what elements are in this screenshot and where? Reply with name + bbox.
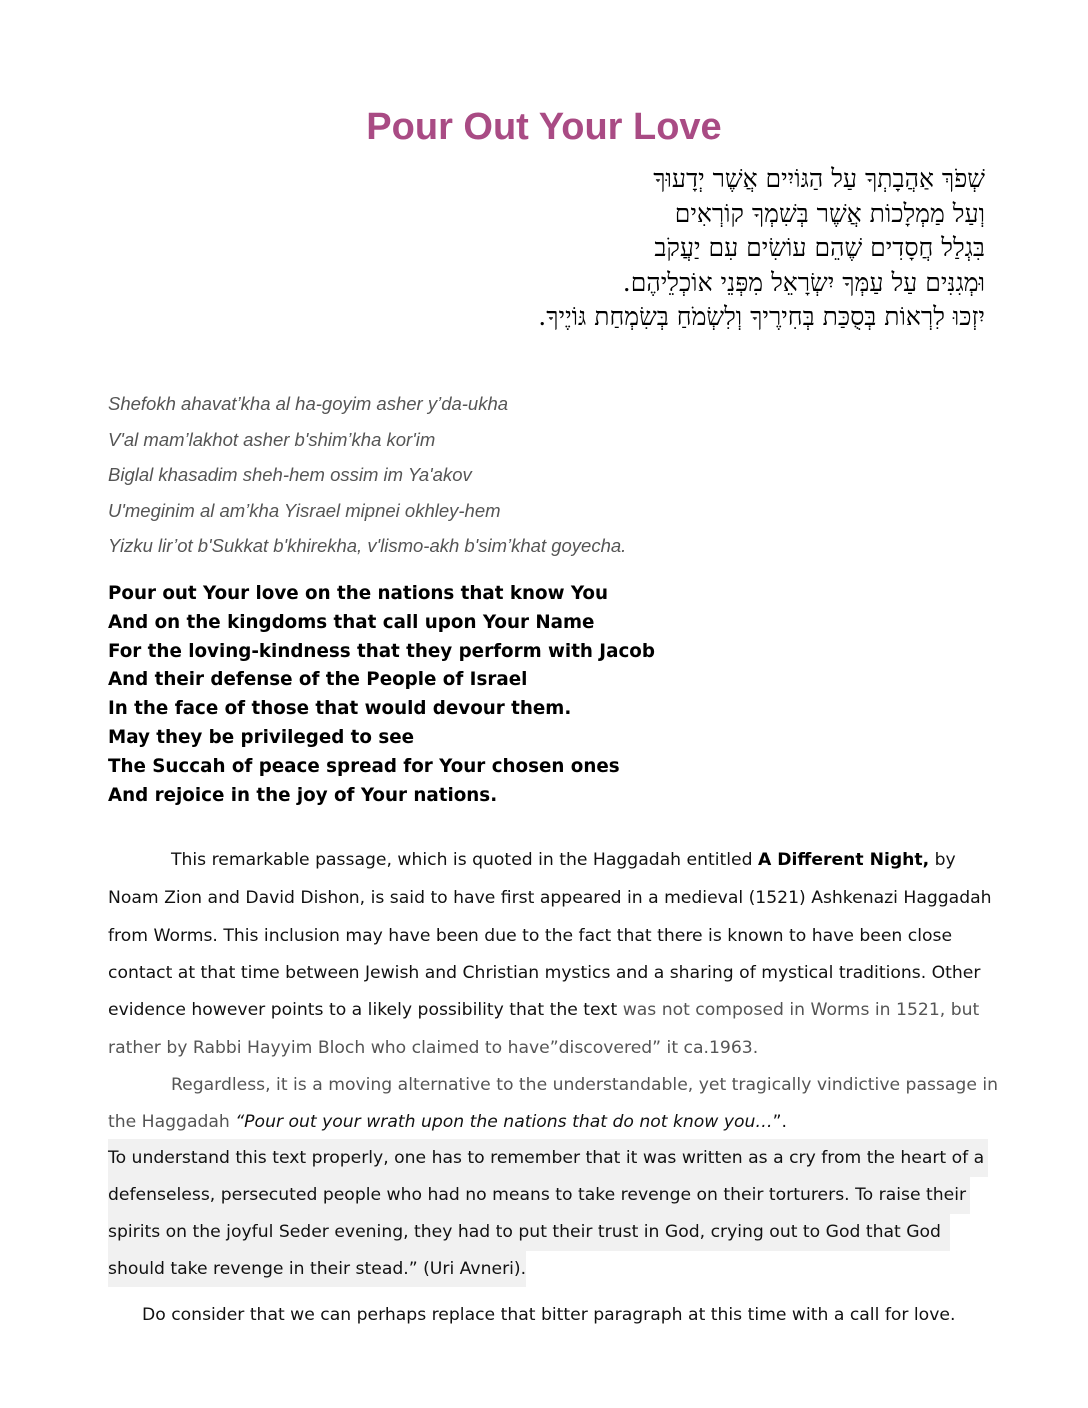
translation-line: And on the kingdoms that call upon Your Name: [108, 611, 595, 633]
translation-line: And rejoice in the joy of Your nations.: [108, 784, 498, 806]
hebrew-line: וְעַל מַמְלָכוֹת אֲשֶׁר בְּשִׁמְךָ קוֹרְאִים: [674, 198, 985, 228]
translation-line: May they be privileged to see: [108, 726, 415, 748]
translation-line: Pour out Your love on the nations that know You: [108, 583, 608, 604]
commentary-line: rather by Rabbi Hayyim Bloch who claimed to have”discovered” it ca.1963.: [108, 1038, 759, 1058]
commentary-line: Regardless, it is a moving alternative to the understandable, yet tragically vindictive passage in: [171, 1075, 999, 1095]
transliteration-block: [108, 386, 908, 564]
commentary-text: by: [929, 850, 956, 870]
book-title: A Different Night,: [757, 850, 930, 870]
commentary-text: This remarkable passage, which is quoted in the Haggadah entitled: [171, 850, 758, 870]
transliteration-line: U'meginim al am’kha Yisrael mipnei okhley-hem: [108, 499, 501, 521]
commentary-line: To understand this text properly, one has to remember that it was written as a cry from the heart of a: [108, 1139, 988, 1177]
translation-line: For the loving-kindness that they perform with Jacob: [108, 640, 655, 662]
commentary-line: defenseless, persecuted people who had no means to take revenge on their torturers. To raise their: [108, 1177, 970, 1214]
transliteration-line: V'al mam’lakhot asher b'shim’kha kor'im: [108, 428, 436, 450]
translation-line: And their defense of the People of Israel: [108, 669, 528, 691]
commentary-text: ”.: [772, 1112, 787, 1132]
commentary-text: was not composed in Worms in 1521, but: [622, 1000, 980, 1020]
hebrew-line: וּמְגִנִּים עַל עַמְּךָ יִשְׂרָאֵל מִפְּנֵי אוֹכְלֵיהֶם.: [622, 267, 985, 297]
commentary-line: Do consider that we can perhaps replace that bitter paragraph at this time with a call for love.: [142, 1305, 956, 1325]
hebrew-prayer: [365, 162, 985, 335]
commentary-line: should take revenge in their stead.” (Uri Avneri).: [108, 1251, 526, 1287]
hebrew-line: יִזְכּוּ לִרְאוֹת בְּסֻכַּת בְּחִירֶיךָ וְלִשְׂמֹחַ בְּשִׂמְחַת גּוֹיֶיךָ.: [538, 302, 985, 331]
hebrew-line: בִּגְלַל חֲסָדִים שֶׁהֵם עוֹשִׂים עִם יַעֲקֹב: [654, 233, 985, 262]
quoted-passage: “Pour out your wrath upon the nations that do not know you…: [235, 1112, 773, 1132]
commentary-line: Noam Zion and David Dishon, is said to have first appeared in a medieval (1521) Ashkenazi Haggadah: [108, 888, 992, 908]
commentary-text: the Haggadah: [108, 1112, 236, 1132]
translation-line: In the face of those that would devour them.: [108, 698, 572, 720]
transliteration-line: Shefokh ahavat’kha al ha-goyim asher y’da-ukha: [108, 393, 509, 414]
transliteration-line: Yizku lir’ot b'Sukkat b'khirekha, v'lismo-akh b'sim’khat goyecha.: [108, 535, 627, 556]
commentary-text: evidence however points to a likely possibility that the text: [108, 1000, 623, 1020]
hebrew-line: שְׁפֹךְ אַהֲבָתְךָ עַל הַגּוֹיִים אֲשֶׁר יְדָעוּךָ: [653, 164, 985, 193]
english-translation: [108, 580, 908, 810]
commentary-line: contact at that time between Jewish and Christian mystics and a sharing of mystical traditions. Other: [108, 963, 981, 983]
translation-line: The Succah of peace spread for Your chosen ones: [108, 755, 620, 777]
transliteration-line: Biglal khasadim sheh-hem ossim im Ya'akov: [108, 464, 472, 485]
commentary-line: [171, 845, 956, 875]
commentary-line: spirits on the joyful Seder evening, they had to put their trust in God, crying out to God that God: [108, 1214, 950, 1251]
commentary-line: from Worms. This inclusion may have been due to the fact that there is known to have been close: [108, 926, 953, 946]
page-title: Pour Out Your Love: [366, 106, 722, 148]
commentary-line: [108, 1107, 787, 1137]
commentary-line: [108, 995, 979, 1025]
